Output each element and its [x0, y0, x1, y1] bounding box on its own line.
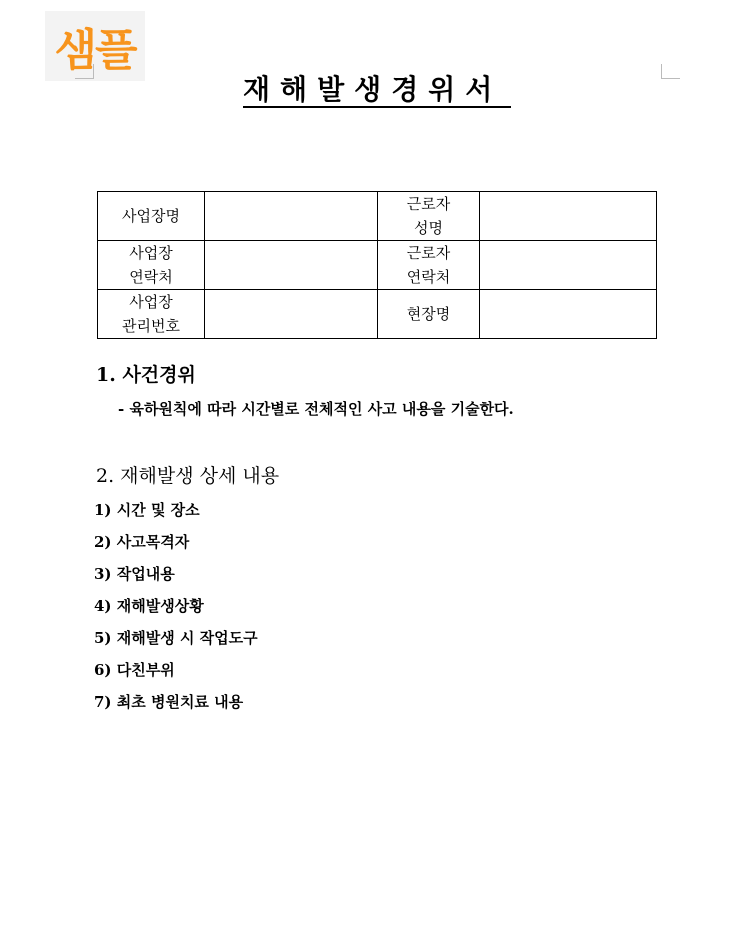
section1-note: - 육하원칙에 따라 시간별로 전체적인 사고 내용을 기술한다. [118, 400, 514, 418]
value-cell[interactable] [480, 192, 657, 241]
table-row [98, 241, 657, 290]
table-row [98, 192, 657, 241]
value-cell[interactable] [480, 290, 657, 339]
label-cell: 사업장 연락처 [98, 241, 205, 290]
logo-text: 샘플 [54, 25, 136, 76]
value-cell[interactable] [205, 241, 378, 290]
value-cell[interactable] [205, 290, 378, 339]
list-item: 7) 최초 병원치료 내용 [94, 693, 244, 711]
label-cell: 사업장 관리번호 [98, 290, 205, 339]
list-item: 3) 작업내용 [94, 565, 175, 583]
label-cell: 근로자 연락처 [378, 241, 480, 290]
info-table [97, 191, 657, 339]
value-cell[interactable] [205, 192, 378, 241]
section1-heading: 1. 사건경위 [96, 364, 196, 386]
list-item: 1) 시간 및 장소 [94, 501, 200, 519]
page-corner-mark [75, 64, 94, 79]
list-item: 4) 재해발생상황 [94, 597, 204, 615]
list-item: 6) 다친부위 [94, 661, 175, 679]
list-item: 2) 사고목격자 [94, 533, 190, 551]
page-corner-mark [661, 64, 680, 79]
label-cell: 현장명 [378, 290, 480, 339]
label-cell: 사업장명 [98, 192, 205, 241]
sample-logo [45, 11, 145, 81]
section2-heading: 2. 재해발생 상세 내용 [96, 465, 280, 487]
label-cell: 근로자 성명 [378, 192, 480, 241]
list-item: 5) 재해발생 시 작업도구 [94, 629, 258, 647]
table-row [98, 290, 657, 339]
value-cell[interactable] [480, 241, 657, 290]
document-title: 재해발생경위서 [243, 74, 511, 108]
